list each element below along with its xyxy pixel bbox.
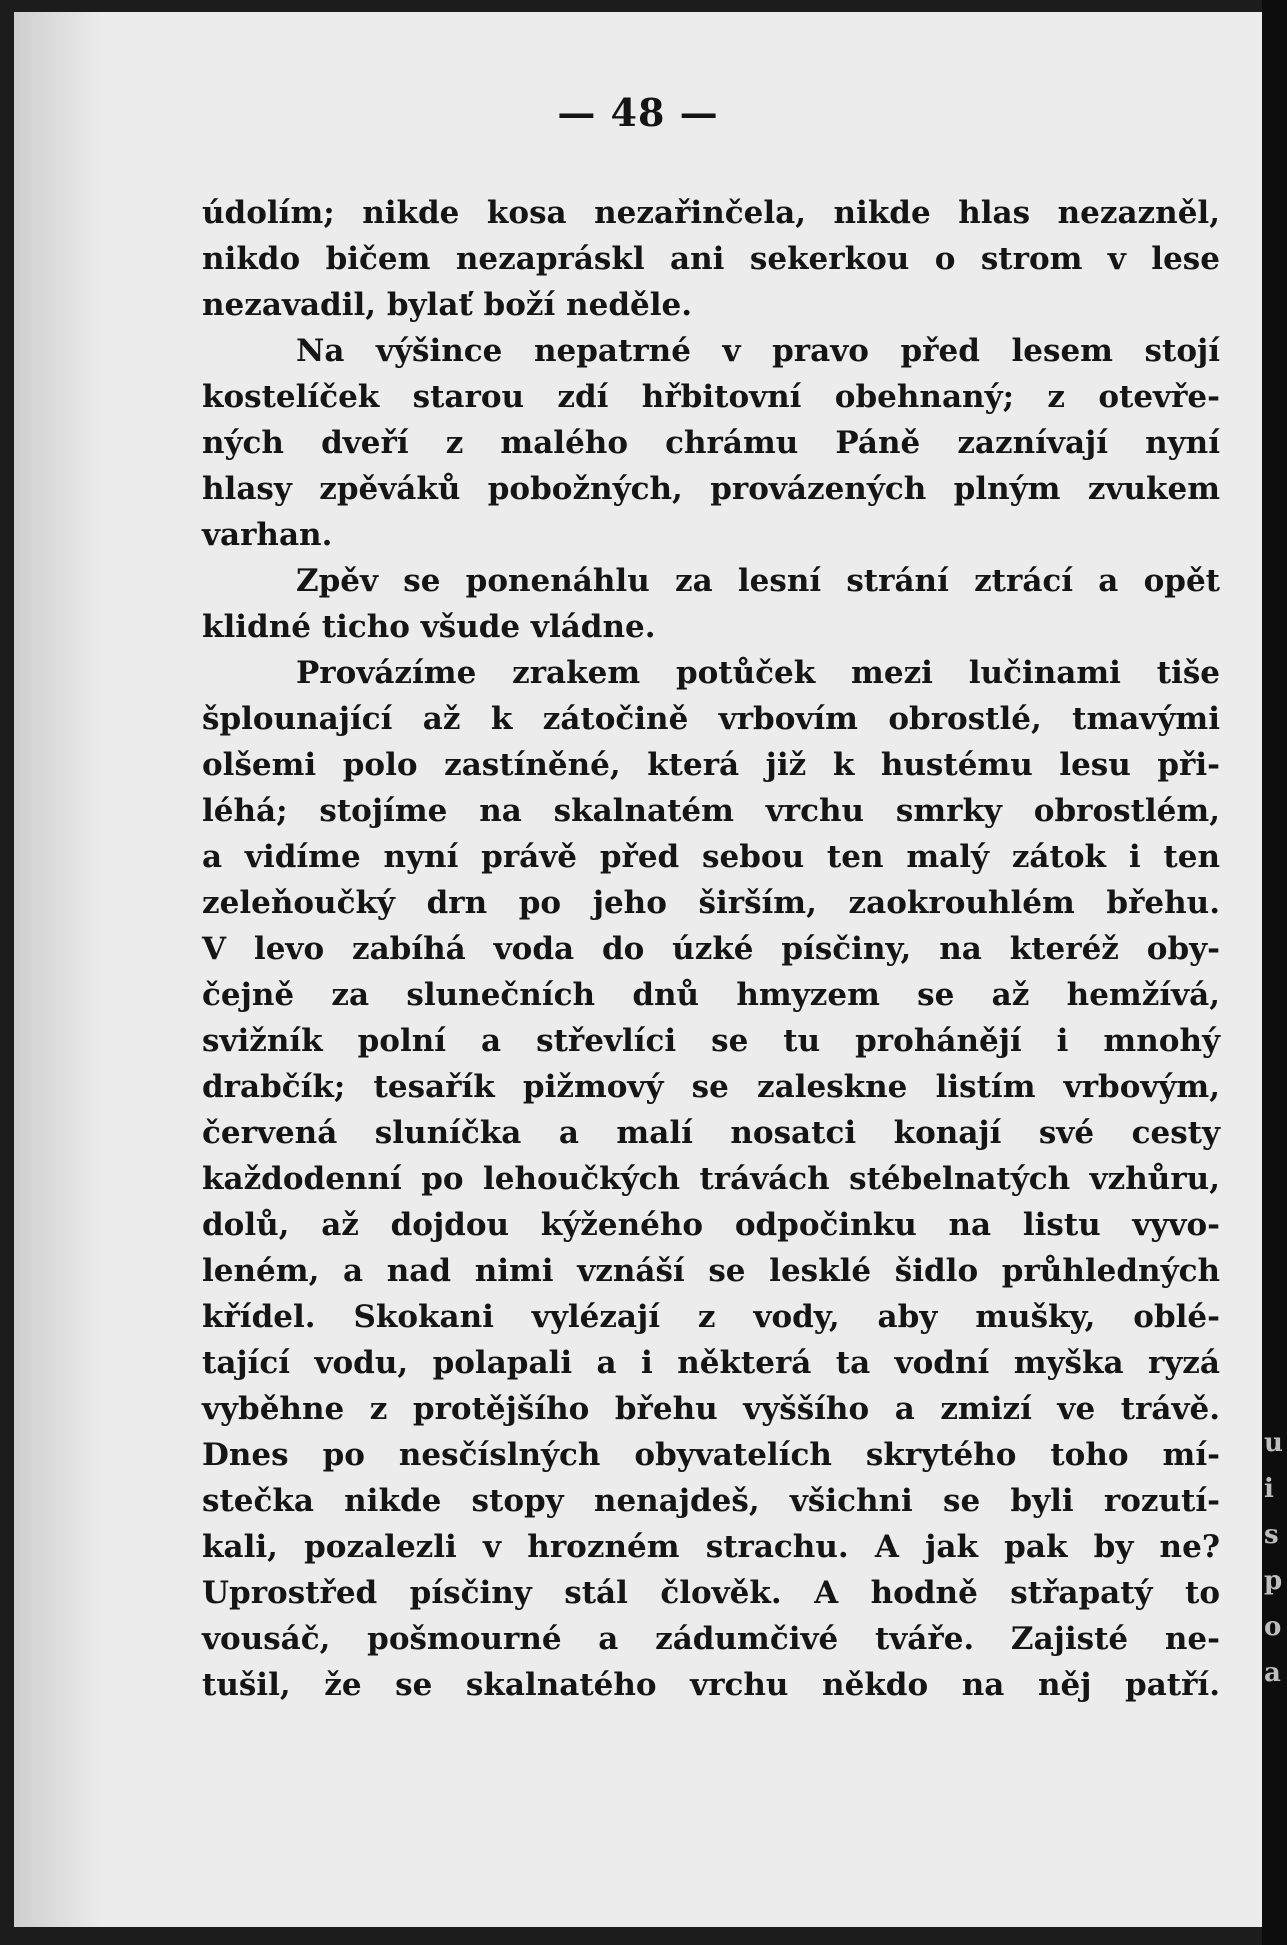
text-line: drabčík; tesařík pižmový se zaleskne listím vrbovým, (202, 1069, 1220, 1105)
text-line: křídel. Skokani vylézají z vody, aby mušky, oblé- (202, 1299, 1220, 1335)
text-line: ných dveří z malého chrámu Páně zaznívají nyní (202, 425, 1220, 461)
edge-letter: o (1264, 1612, 1282, 1642)
text-line: údolím; nikde kosa nezařinčela, nikde hlas nezazněl, (202, 195, 1220, 231)
text-line: Uprostřed písčiny stál člověk. A hodně střapatý to (202, 1575, 1220, 1611)
text-line: tající vodu, polapali a i některá ta vodní myška ryzá (202, 1345, 1220, 1381)
text-line: Dnes po nesčíslných obyvatelích skrytého toho mí- (202, 1437, 1220, 1473)
text-line: svižník polní a střevlíci se tu prohánějí i mnohý (202, 1023, 1220, 1059)
text-line: červená sluníčka a malí nosatci konají své cesty (202, 1115, 1220, 1151)
text-line: zeleňoučký drn po jeho širším, zaokrouhlém břehu. (202, 885, 1220, 921)
text-line: nikdo bičem nezapráskl ani sekerkou o strom v lese (202, 241, 1220, 277)
page-number: — 48 — (557, 90, 719, 135)
page-margin-shadow (14, 12, 104, 1927)
edge-letter: p (1264, 1566, 1283, 1596)
text-line: Zpěv se ponenáhlu za lesní strání ztrácí a opět (296, 563, 1220, 599)
text-line: kostelíček starou zdí hřbitovní obehnaný; z otevře- (202, 379, 1220, 415)
text-line: Provázíme zrakem potůček mezi lučinami tiše (296, 655, 1220, 691)
text-line: varhan. (202, 517, 333, 553)
text-line: leném, a nad nimi vznáší se lesklé šidlo průhledných (202, 1253, 1220, 1289)
text-line: olšemi polo zastíněné, která již k hustému lesu při- (202, 747, 1220, 783)
text-line: šplounající až k zátočině vrbovím obrostlé, tmavými (202, 701, 1220, 737)
text-line: klidné ticho všude vládne. (202, 609, 656, 645)
text-line: a vidíme nyní právě před sebou ten malý zátok i ten (202, 839, 1220, 875)
text-line: stečka nikde stopy nenajdeš, všichni se byli rozutí- (202, 1483, 1220, 1519)
text-line: kali, pozalezli v hrozném strachu. A jak pak by ne? (202, 1529, 1220, 1565)
text-line: tušil, že se skalnatého vrchu někdo na něj patří. (202, 1667, 1220, 1703)
text-line: V levo zabíhá voda do úzké písčiny, na kteréž oby- (202, 931, 1220, 967)
text-line: hlasy zpěváků pobožných, provázených plným zvukem (202, 471, 1220, 507)
text-line: čejně za slunečních dnů hmyzem se až hemžívá, (202, 977, 1220, 1013)
adjacent-page-letters (1264, 1420, 1286, 1696)
edge-letter: a (1264, 1658, 1281, 1688)
edge-letter: s (1264, 1520, 1279, 1550)
text-line: každodenní po lehoučkých trávách stébelnatých vzhůru, (202, 1161, 1220, 1197)
text-line: léhá; stojíme na skalnatém vrchu smrky obrostlém, (202, 793, 1220, 829)
text-line: dolů, až dojdou kýženého odpočinku na listu vyvo- (202, 1207, 1220, 1243)
text-line: nezavadil, bylať boží neděle. (202, 287, 693, 323)
text-line: Na výšince nepatrné v pravo před lesem stojí (296, 333, 1220, 369)
edge-letter: i (1264, 1474, 1274, 1504)
edge-letter: u (1264, 1428, 1283, 1458)
book-page (14, 12, 1262, 1927)
text-line: vousáč, pošmourné a zádumčivé tváře. Zajisté ne- (202, 1621, 1220, 1657)
text-line: vyběhne z protějšího břehu vyššího a zmizí ve trávě. (202, 1391, 1220, 1427)
